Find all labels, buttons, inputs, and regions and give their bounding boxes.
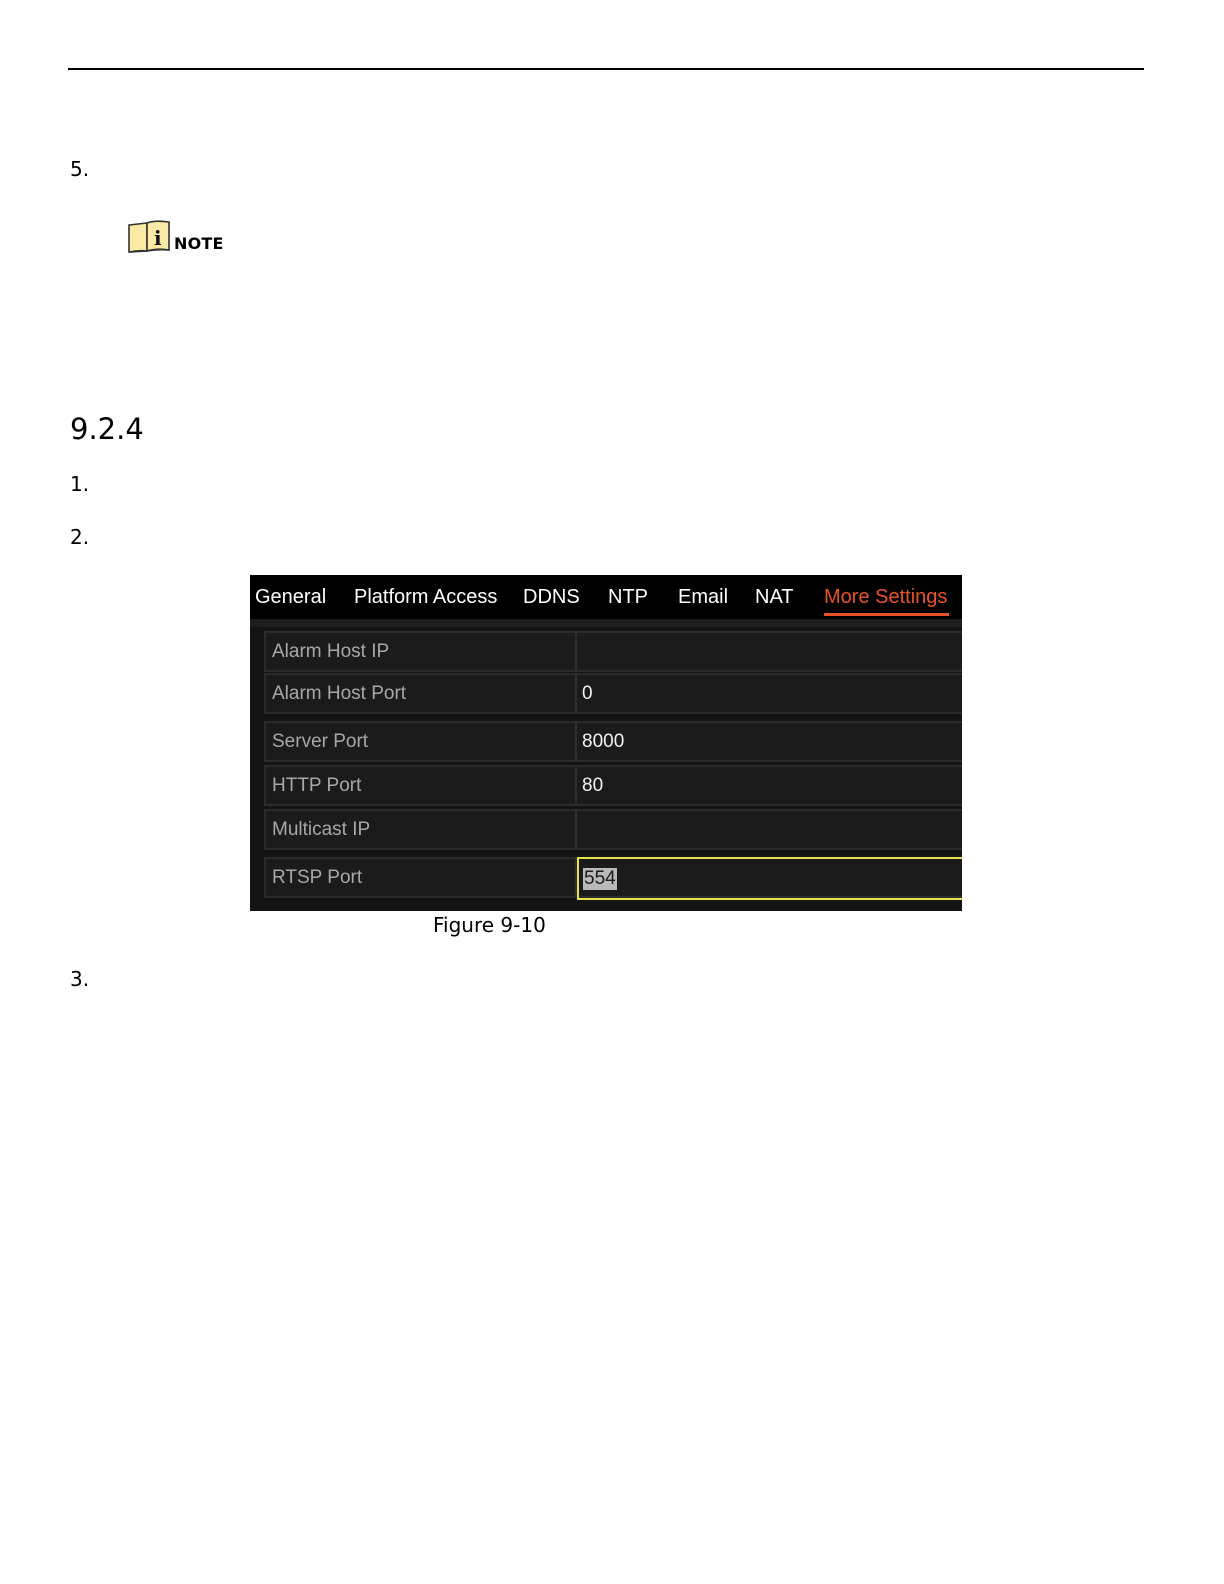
field-label-cell [266, 767, 577, 804]
rtsp-port-value: 554 [584, 868, 616, 889]
alarm-host-port-value: 0 [582, 683, 593, 704]
step-number-3: 3. [70, 967, 90, 991]
settings-row-http-port [264, 765, 962, 806]
network-tab-bar [250, 575, 962, 619]
step-number-2: 2. [70, 525, 90, 549]
active-tab-indicator [824, 613, 949, 616]
svg-text:i: i [154, 226, 162, 250]
alarm-host-ip-label: Alarm Host IP [272, 641, 390, 662]
section-number: 9.2.4 [70, 412, 144, 446]
rtsp-port-field[interactable] [577, 857, 962, 900]
dvr-more-settings-screenshot [250, 575, 962, 911]
alarm-host-ip-field[interactable] [577, 633, 962, 670]
multicast-ip-label: Multicast IP [272, 819, 371, 840]
step-number-5: 5. [70, 157, 90, 181]
tab-more-settings[interactable]: More Settings [824, 586, 948, 608]
alarm-host-port-label: Alarm Host Port [272, 683, 407, 704]
tab-bar-divider [250, 619, 962, 627]
settings-row-alarm-host-port [264, 673, 962, 714]
field-label-cell [266, 723, 577, 760]
figure-caption: Figure 9-10 [433, 913, 546, 937]
tab-platform-access[interactable]: Platform Access [354, 586, 498, 608]
settings-row-multicast-ip [264, 809, 962, 850]
header-rule [68, 68, 1144, 70]
note-block [127, 220, 224, 254]
step-number-1: 1. [70, 472, 90, 496]
field-label-cell [266, 859, 577, 896]
http-port-label: HTTP Port [272, 775, 362, 796]
field-label-cell [266, 811, 577, 848]
tab-email[interactable]: Email [678, 586, 729, 608]
info-book-icon [127, 220, 171, 254]
tab-general[interactable]: General [255, 586, 327, 608]
server-port-value: 8000 [582, 731, 625, 752]
alarm-host-port-field[interactable] [577, 675, 962, 712]
field-label-cell [266, 633, 577, 670]
note-label: NOTE [174, 234, 224, 253]
http-port-value: 80 [582, 775, 604, 796]
tab-nat[interactable]: NAT [755, 586, 794, 608]
rtsp-port-label: RTSP Port [272, 867, 363, 888]
field-label-cell [266, 675, 577, 712]
settings-row-alarm-host-ip [264, 631, 962, 672]
settings-row-server-port [264, 721, 962, 762]
tab-ntp[interactable]: NTP [608, 586, 648, 608]
settings-row-rtsp-port [264, 857, 962, 898]
server-port-label: Server Port [272, 731, 369, 752]
multicast-ip-field[interactable] [577, 811, 962, 848]
server-port-field[interactable] [577, 723, 962, 760]
tab-ddns[interactable]: DDNS [523, 586, 580, 608]
http-port-field[interactable] [577, 767, 962, 804]
